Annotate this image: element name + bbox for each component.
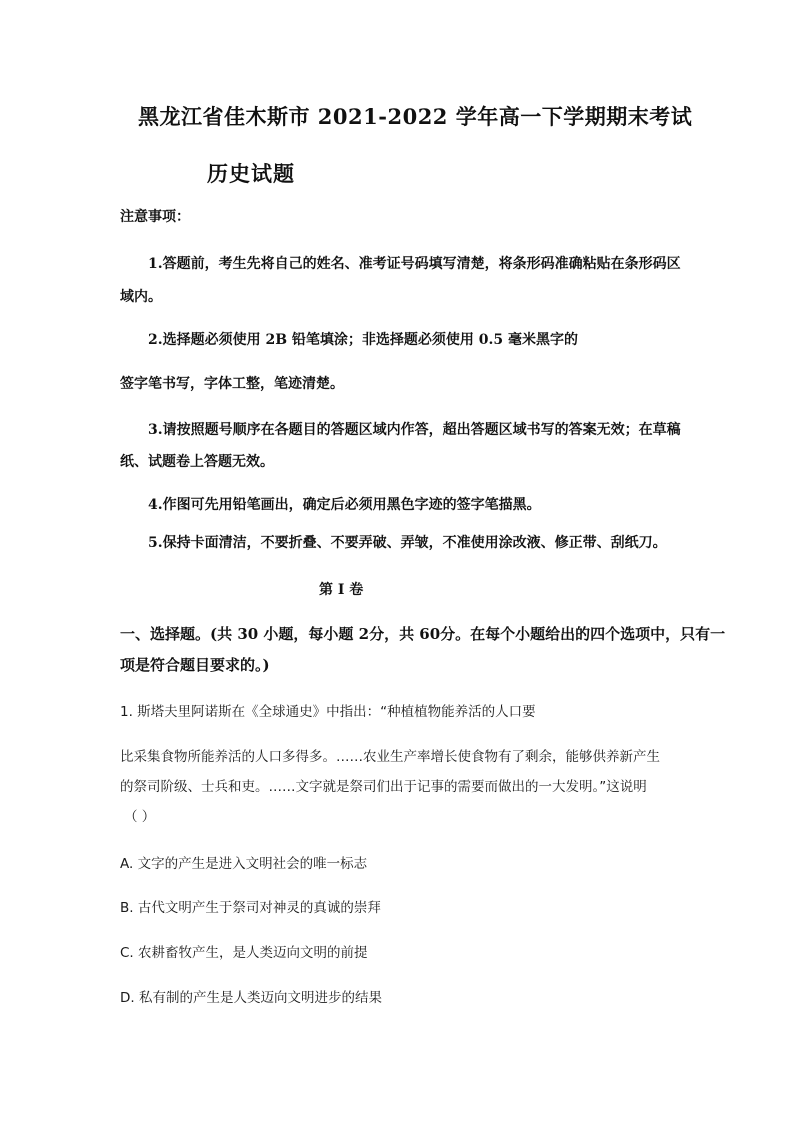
question-1-option-d: D. 私有制的产生是人类迈向文明进步的结果 (120, 990, 382, 1006)
question-1-stem-line-3: 的祭司阶级、士兵和吏。……文字就是祭司们出于记事的需要而做出的一大发明。”这说明 (120, 779, 647, 795)
note-item-1-line-2: 域内。 (120, 289, 162, 305)
question-1-stem-line-1: 1. 斯塔夫里阿诺斯在《全球通史》中指出：“种植植物能养活的人口要 (120, 704, 536, 720)
section-heading-line-2: 项是符合题目要求的。) (120, 656, 270, 674)
exam-title: 黑龙江省佳木斯市 2021-2022 学年高一下学期期末考试 (138, 104, 693, 129)
note-item-2-line-1: 2.选择题必须使用 2B 铅笔填涂；非选择题必须使用 0.5 毫米黑字的 (148, 332, 579, 348)
section-heading-line-1: 一、选择题。(共 30 小题，每小题 2分，共 60分。在每个小题给出的四个选项中，只有一 (120, 625, 726, 643)
exam-subtitle: 历史试题 (207, 161, 295, 186)
notes-heading: 注意事项： (120, 209, 190, 225)
question-1-stem-line-2: 比采集食物所能养活的人口多得多。……农业生产率增长使食物有了剩余，能够供养新产生 (120, 749, 660, 765)
question-1-option-a: A. 文字的产生是进入文明社会的唯一标志 (120, 856, 368, 872)
volume-heading: 第 Ⅰ 卷 (319, 582, 364, 598)
note-item-3-line-2: 纸、试题卷上答题无效。 (120, 454, 274, 470)
note-item-5: 5.保持卡面清洁，不要折叠、不要弄破、弄皱，不准使用涂改液、修正带、刮纸刀。 (148, 535, 667, 551)
question-1-option-b: B. 古代文明产生于祭司对神灵的真诚的崇拜 (120, 900, 381, 916)
note-item-2-line-2: 签字笔书写，字体工整，笔迹清楚。 (120, 376, 344, 392)
note-item-4: 4.作图可先用铅笔画出，确定后必须用黑色字迹的签字笔描黑。 (148, 497, 541, 513)
question-1-option-c: C. 农耕畜牧产生，是人类迈向文明的前提 (120, 945, 368, 961)
note-item-1-line-1: 1.答题前，考生先将自己的姓名、准考证号码填写清楚，将条形码准确粘贴在条形码区 (148, 256, 681, 272)
question-1-answer-blank: （ ） (124, 809, 156, 825)
note-item-3-line-1: 3.请按照题号顺序在各题目的答题区域内作答，超出答题区域书写的答案无效；在草稿 (148, 422, 681, 438)
